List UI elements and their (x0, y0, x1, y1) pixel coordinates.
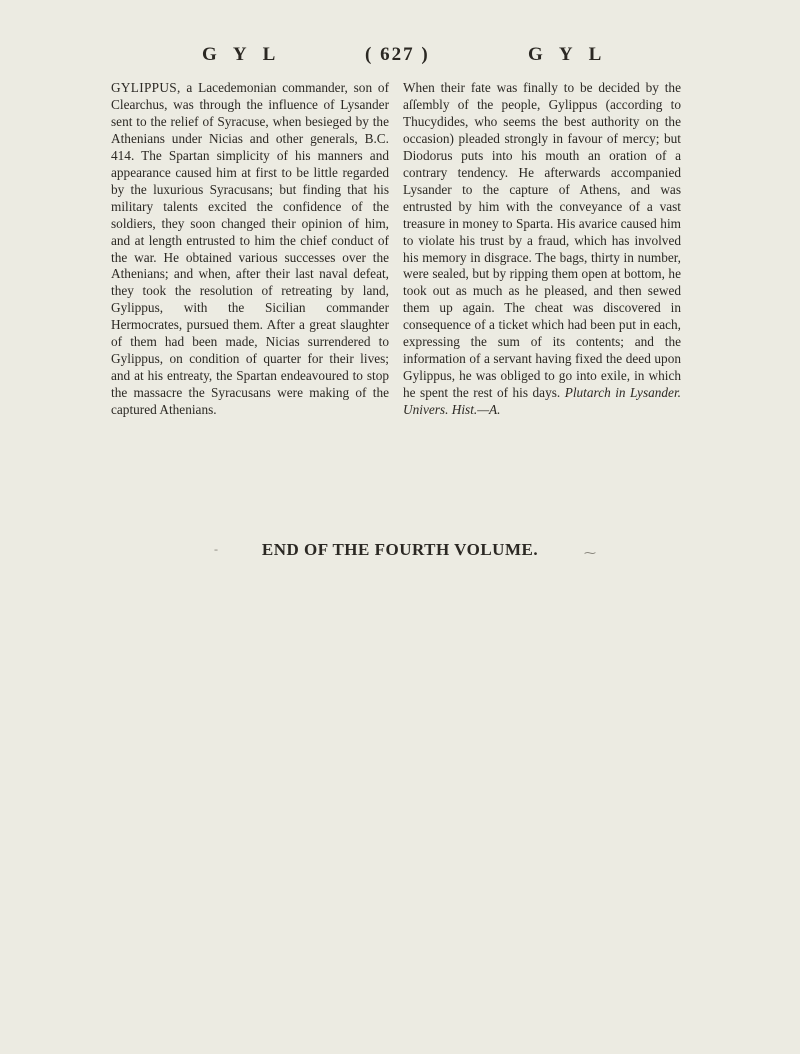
entry-body-left: a Lacedemonian commander, son of Clearchus, was through the influence of Lysander sent to the relief of Syracuse, when besieged by the Athenians under Nicias and other generals, B.C. 414. The Spartan simplicity of his manners and appearance caused him at first to be little regarded by the luxurious Syracusans; but finding that his military talents excited the confidence of the soldiers, they soon changed their opinion of him, and at length entrusted to him the chief conduct of the war. He obtained various successes over the Athenians; and when, after their last naval defeat, they took the resolution of retreating by land, Gylippus, with the Sicilian commander Hermocrates, pursued them. After a great slaughter of them had been made, Nicias surrendered to Gylippus, on condition of quarter for their lives; and at his entreaty, the Spartan endeavoured to stop the massacre the Syracusans were making of the captured Athenians. (111, 80, 389, 418)
running-head-left: G Y L (202, 44, 282, 65)
entry-body-right: When their fate was finally to be decided by the aſſembly of the people, Gylippus (according to Thucydides, who seems the best authority on the occasion) pleaded strongly in favour of mercy; but Diodorus puts into his mouth an oration of a contrary tendency. He afterwards accompanied Lysander to the capture of Athens, and was entrusted by him with the conveyance of a vast treasure in money to Sparta. His avarice caused him to violate his trust by a fraud, which has involved his memory in disgrace. The bags, thirty in number, were sealed, but by ripping them open at bottom, he took out as much as he pleased, and then sewed them up again. The cheat was discovered in consequence of a ticket which had been put in each, expressing the sum of its contents; and the information of a servant having fixed the deed upon Gylippus, he was obliged to go into exile, in which he spent the rest of his days. (403, 80, 681, 401)
entry-source: Plutarch in Lysander. Univers. Hist.—A. (403, 385, 681, 418)
ink-speck: ⁓ (584, 546, 596, 560)
page-number: ( 627 ) (365, 44, 430, 65)
end-of-volume-note: END OF THE FOURTH VOLUME. (261, 540, 539, 559)
ink-speck: - (214, 542, 218, 556)
entry-paragraph-left (111, 80, 389, 419)
left-column (111, 80, 389, 419)
right-column (403, 80, 681, 419)
running-head (0, 44, 800, 74)
entry-headword: GYLIPPUS, (111, 80, 181, 95)
running-head-right: G Y L (528, 44, 608, 65)
entry-paragraph-right (403, 80, 681, 419)
